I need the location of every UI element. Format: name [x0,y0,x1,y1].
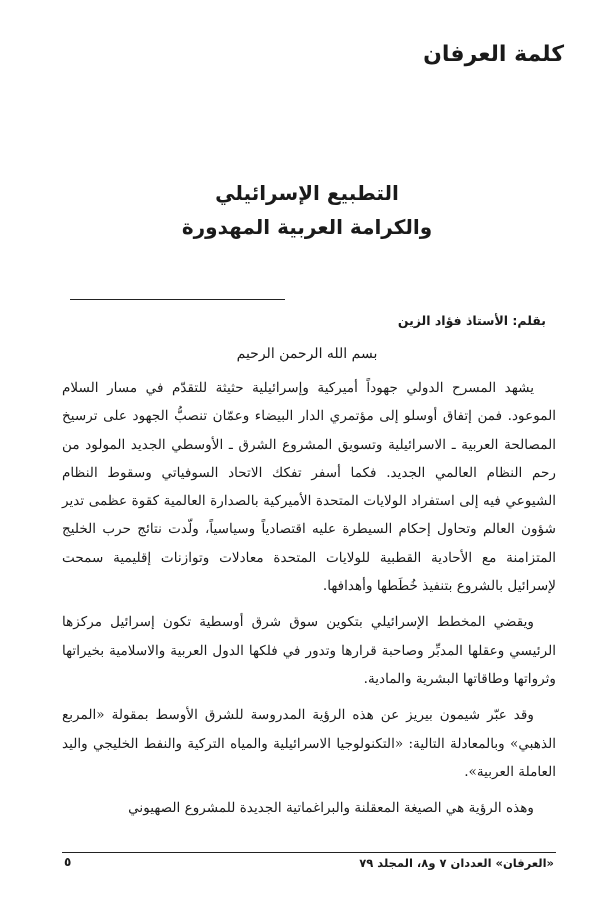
article-body [62,374,556,828]
title-divider [70,299,285,300]
journal-citation: «العرفان» العددان ٧ و٨، المجلد ٧٩ [359,856,554,870]
page-footer [62,852,556,870]
section-title: كلمة العرفان [423,42,564,67]
paragraph-1: يشهد المسرح الدولي جهوداً أميركية وإسرائيلية حثيثة للتقدّم في مسار السلام الموعود. فمن إتفاق أوسلو إلى مؤتمري الدار البيضاء وعمّان تنصبُّ الجهود على ترسيخ المصالحة العربية ـ الاسرائيلية وتسويق المشروع الشرق ـ الأوسطي الجديد المولود من رحم النظام العالمي الجديد. فكما أسفر تفكك الاتحاد السوفياتي وسقوط النظام الشيوعي فيه إلى استفراد الولايات المتحدة الأميركية بالصدارة العالمية كقوة عظمى تدير شؤون العالم وتحاول إحكام السيطرة عليه اقتصادياً وسياسياً، ولّدت نتائج حرب الخليج المتزامنة مع الأحادية القطبية للولايات المتحدة معادلات وتوازنات إقليمية سمحت لإسرائيل بالشروع بتنفيذ خُطَطها وأهدافها. [62,380,556,595]
paragraph-2: ويقضي المخطط الإسرائيلي بتكوين سوق شرق أوسطية تكون إسرائيل مركزها الرئيسي وعقلها المدبِّر وصاحبة قرارها وتدور في فلكها الدول العربية والاسلامية بخيراتها وثرواتها وطاقاتها البشرية والمادية. [62,614,556,687]
paragraph-3: وقد عبّر شيمون بيريز عن هذه الرؤية المدروسة للشرق الأوسط بمقولة «المربع الذهبي» وبالمعادلة التالية: «التكنولوجيا الاسرائيلية والمياه التركية والنفط الخليجي واليد العاملة العربية». [62,707,556,780]
article-title-line-2: والكرامة العربية المهدورة [181,215,433,239]
paragraph-4: وهذه الرؤية هي الصيغة المعقلنة والبراغماتية الجديدة للمشروع الصهيوني [128,800,534,817]
page-number: ٥ [64,855,72,869]
article-title [0,176,614,244]
article-title-line-1: التطبيع الإسرائيلي [215,181,399,205]
byline: بقلم: الأستاذ فؤاد الزين [397,313,546,328]
basmala: بسم الله الرحمن الرحيم [236,346,378,362]
